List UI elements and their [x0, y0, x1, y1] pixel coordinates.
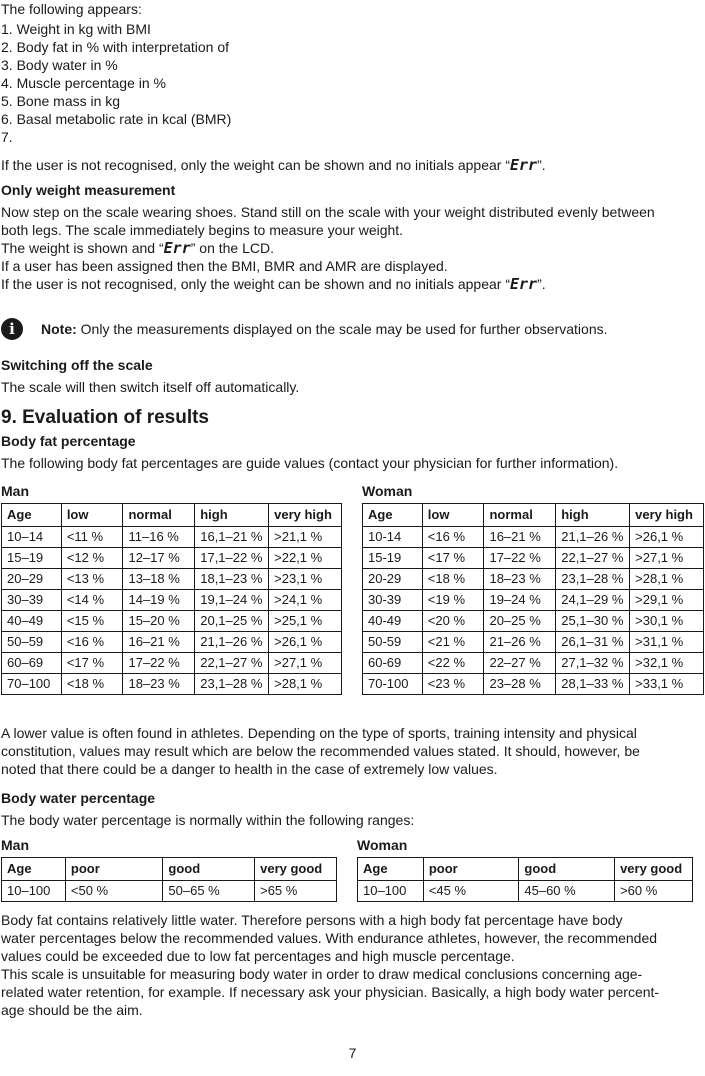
- table-cell: 25,1–30 %: [556, 611, 630, 632]
- closing-section: [0, 911, 705, 1019]
- table-cell: <19 %: [422, 590, 484, 611]
- paragraph-line: The scale will then switch itself off automatically.: [1, 379, 300, 395]
- table-cell: 10–100: [2, 881, 66, 902]
- paragraph-line: water percentages below the recommended values. With endurance athletes, however, the recommended: [1, 930, 658, 946]
- table-row: [363, 527, 704, 548]
- table-cell: 20–29: [2, 569, 62, 590]
- paragraph-line: constitution, values may result which are below the recommended values stated. It should, however, be: [1, 743, 640, 759]
- table-cell: 15–19: [2, 548, 62, 569]
- table-cell: 23,1–28 %: [556, 569, 630, 590]
- table-row: [363, 674, 704, 695]
- table-row: [2, 632, 342, 653]
- note-text: Note: Only the measurements displayed on the scale may be used for further observations.: [41, 321, 608, 337]
- table-cell: 21–26 %: [484, 632, 556, 653]
- table-cell: 20–25 %: [484, 611, 556, 632]
- column-header: low: [61, 504, 123, 527]
- table-row: [363, 611, 704, 632]
- table-cell: 15-19: [363, 548, 423, 569]
- table-cell: <11 %: [61, 527, 123, 548]
- table-cell: >28,1 %: [630, 569, 704, 590]
- table-cell: 30-39: [363, 590, 423, 611]
- section-heading: Body fat percentage: [1, 433, 136, 449]
- table-cell: 16–21 %: [484, 527, 556, 548]
- table-cell: >27,1 %: [630, 548, 704, 569]
- table-cell: 17–22 %: [123, 653, 195, 674]
- paragraph-line: both legs. The scale immediately begins to measure your weight.: [1, 222, 404, 238]
- err-symbol: Err: [509, 275, 538, 293]
- table-cell: 50-59: [363, 632, 423, 653]
- table-cell: >31,1 %: [630, 632, 704, 653]
- table-row: [2, 569, 342, 590]
- column-header: high: [556, 504, 630, 527]
- table-cell: <18 %: [61, 674, 123, 695]
- page-title: 9. Evaluation of results: [1, 407, 209, 428]
- paragraph-line: The weight is shown and “Err” on the LCD.: [1, 239, 274, 257]
- column-header: Age: [358, 858, 424, 881]
- bodyfat-woman-table: [362, 503, 704, 695]
- paragraph-line: The following body fat percentages are guide values (contact your physician for further information).: [1, 455, 619, 471]
- table-cell: <13 %: [61, 569, 123, 590]
- table-cell: 40–49: [2, 611, 62, 632]
- intro-heading: The following appears:: [1, 1, 142, 17]
- list-item: 2. Body fat in % with interpretation of: [1, 39, 230, 55]
- table-body: [2, 527, 342, 695]
- table-cell: 19–24 %: [484, 590, 556, 611]
- table-cell: >23,1 %: [269, 569, 342, 590]
- paragraph-line: Body fat contains relatively little water. Therefore persons with a high body fat percentage have body: [1, 912, 623, 928]
- table-cell: 60–69: [2, 653, 62, 674]
- column-header: very high: [269, 504, 342, 527]
- table-cell: <17 %: [61, 653, 123, 674]
- section-heading: Body water percentage: [1, 790, 156, 806]
- table-cell: 27,1–32 %: [556, 653, 630, 674]
- bodyfat-man-table: [1, 503, 342, 695]
- table-cell: 11–16 %: [123, 527, 195, 548]
- table-cell: 18–23 %: [123, 674, 195, 695]
- table-cell: 20,1–25 %: [195, 611, 269, 632]
- table-cell: >30,1 %: [630, 611, 704, 632]
- table-body: [2, 881, 337, 902]
- table-cell: 16,1–21 %: [195, 527, 269, 548]
- column-header: very high: [630, 504, 704, 527]
- table-cell: <18 %: [422, 569, 484, 590]
- paragraph-line: age should be the aim.: [1, 1002, 143, 1018]
- table-cell: 40-49: [363, 611, 423, 632]
- column-header: normal: [484, 504, 556, 527]
- list-item: 3. Body water in %: [1, 57, 118, 73]
- err-symbol: Err: [163, 239, 191, 257]
- table-cell: <21 %: [422, 632, 484, 653]
- table-cell: 20-29: [363, 569, 423, 590]
- athletes-section: [0, 724, 705, 829]
- table-header-row: [2, 504, 342, 527]
- column-header: normal: [123, 504, 195, 527]
- table-cell: >33,1 %: [630, 674, 704, 695]
- table-cell: 14–19 %: [123, 590, 195, 611]
- table-cell: 45–60 %: [519, 881, 615, 902]
- table-cell: 22–27 %: [484, 653, 556, 674]
- table-cell: 24,1–29 %: [556, 590, 630, 611]
- man-label: Man: [1, 837, 29, 853]
- list-item: 4. Muscle percentage in %: [1, 75, 166, 91]
- table-cell: <23 %: [422, 674, 484, 695]
- table-cell: 23–28 %: [484, 674, 556, 695]
- table-cell: 16–21 %: [123, 632, 195, 653]
- table-cell: <45 %: [423, 881, 519, 902]
- table-cell: 28,1–33 %: [556, 674, 630, 695]
- table-cell: <16 %: [61, 632, 123, 653]
- paragraph-line: related water retention, for example. If necessary ask your physician. Basically, a high body water percent-: [1, 984, 660, 1000]
- table-cell: >22,1 %: [269, 548, 342, 569]
- paragraph-line: A lower value is often found in athletes. Depending on the type of sports, training intensity and physical: [1, 725, 637, 741]
- paragraph-line: If a user has been assigned then the BMI, BMR and AMR are displayed.: [1, 258, 448, 274]
- table-cell: >27,1 %: [269, 653, 342, 674]
- table-cell: 21,1–26 %: [556, 527, 630, 548]
- column-header: good: [519, 858, 615, 881]
- evaluation-section: [0, 406, 705, 472]
- table-cell: >32,1 %: [630, 653, 704, 674]
- table-header-row: [363, 504, 704, 527]
- table-header-row: [358, 858, 693, 881]
- column-header: very good: [615, 858, 693, 881]
- unrecognised-text: If the user is not recognised, only the weight can be shown and no initials appear “Err”.: [1, 156, 546, 174]
- paragraph-line: Now step on the scale wearing shoes. Stand still on the scale with your weight distributed evenly between: [1, 204, 655, 220]
- section-heading: Only weight measurement: [1, 182, 176, 198]
- switch-off-section: [0, 356, 705, 396]
- paragraph-line: The body water percentage is normally within the following ranges:: [1, 812, 415, 828]
- list-item: 1. Weight in kg with BMI: [1, 21, 151, 37]
- table-cell: 70–100: [2, 674, 62, 695]
- table-cell: 19,1–24 %: [195, 590, 269, 611]
- note-box: [0, 318, 705, 342]
- table-cell: >29,1 %: [630, 590, 704, 611]
- table-row: [2, 548, 342, 569]
- info-icon: i: [1, 318, 23, 340]
- table-row: [363, 632, 704, 653]
- column-header: Age: [2, 858, 66, 881]
- woman-label: Woman: [362, 483, 413, 499]
- column-header: low: [422, 504, 484, 527]
- table-cell: 70-100: [363, 674, 423, 695]
- table-cell: 10–100: [358, 881, 424, 902]
- table-cell: >65 %: [255, 881, 337, 902]
- column-header: poor: [65, 858, 163, 881]
- table-cell: <22 %: [422, 653, 484, 674]
- table-cell: <12 %: [61, 548, 123, 569]
- column-header: Age: [363, 504, 423, 527]
- table-cell: 18,1–23 %: [195, 569, 269, 590]
- table-header-row: [2, 858, 337, 881]
- water-woman-table: [357, 857, 693, 902]
- table-body: [363, 527, 704, 695]
- table-cell: 17,1–22 %: [195, 548, 269, 569]
- weight-only-section: [0, 181, 705, 293]
- table-row: [2, 527, 342, 548]
- table-cell: 17–22 %: [484, 548, 556, 569]
- table-cell: <14 %: [61, 590, 123, 611]
- table-cell: 13–18 %: [123, 569, 195, 590]
- table-cell: 18–23 %: [484, 569, 556, 590]
- table-cell: 23,1–28 %: [195, 674, 269, 695]
- table-cell: 22,1–27 %: [195, 653, 269, 674]
- column-header: good: [163, 858, 255, 881]
- column-header: very good: [255, 858, 337, 881]
- woman-label: Woman: [357, 837, 408, 853]
- table-cell: >21,1 %: [269, 527, 342, 548]
- water-man-table: [1, 857, 337, 902]
- table-body: [358, 881, 693, 902]
- table-cell: 50–59: [2, 632, 62, 653]
- paragraph-line: noted that there could be a danger to health in the case of extremely low values.: [1, 761, 498, 777]
- table-cell: 10–14: [2, 527, 62, 548]
- paragraph-line: This scale is unsuitable for measuring body water in order to draw medical conclusions concerning age-: [1, 966, 643, 982]
- paragraph-line: values could be exceeded due to low fat percentages and high muscle percentage.: [1, 948, 515, 964]
- table-row: [363, 653, 704, 674]
- list-item: 5. Bone mass in kg: [1, 93, 121, 109]
- section-heading: Switching off the scale: [1, 357, 153, 373]
- table-cell: >24,1 %: [269, 590, 342, 611]
- list-item: 7.: [1, 129, 13, 145]
- table-cell: <17 %: [422, 548, 484, 569]
- table-cell: 12–17 %: [123, 548, 195, 569]
- table-row: [2, 881, 337, 902]
- table-row: [363, 548, 704, 569]
- list-item: 6. Basal metabolic rate in kcal (BMR): [1, 111, 232, 127]
- table-cell: >26,1 %: [630, 527, 704, 548]
- table-row: [2, 590, 342, 611]
- table-row: [2, 674, 342, 695]
- table-row: [363, 569, 704, 590]
- table-cell: <50 %: [65, 881, 163, 902]
- table-row: [2, 653, 342, 674]
- table-cell: 30–39: [2, 590, 62, 611]
- table-row: [2, 611, 342, 632]
- table-cell: 22,1–27 %: [556, 548, 630, 569]
- intro-section: [0, 0, 705, 174]
- table-cell: <20 %: [422, 611, 484, 632]
- table-cell: 60-69: [363, 653, 423, 674]
- man-label: Man: [1, 483, 29, 499]
- table-cell: >28,1 %: [269, 674, 342, 695]
- table-cell: <15 %: [61, 611, 123, 632]
- table-cell: 10-14: [363, 527, 423, 548]
- paragraph-line: If the user is not recognised, only the weight can be shown and no initials appear “Err”.: [1, 275, 546, 293]
- table-cell: >25,1 %: [269, 611, 342, 632]
- table-row: [358, 881, 693, 902]
- table-cell: 50–65 %: [163, 881, 255, 902]
- column-header: poor: [423, 858, 519, 881]
- table-cell: >26,1 %: [269, 632, 342, 653]
- table-cell: 21,1–26 %: [195, 632, 269, 653]
- page-number: 7: [348, 1045, 357, 1061]
- err-symbol: Err: [509, 156, 538, 174]
- table-cell: >60 %: [615, 881, 693, 902]
- table-row: [363, 590, 704, 611]
- appearance-list: [0, 20, 705, 146]
- table-cell: 15–20 %: [123, 611, 195, 632]
- column-header: Age: [2, 504, 62, 527]
- table-cell: <16 %: [422, 527, 484, 548]
- column-header: high: [195, 504, 269, 527]
- table-cell: 26,1–31 %: [556, 632, 630, 653]
